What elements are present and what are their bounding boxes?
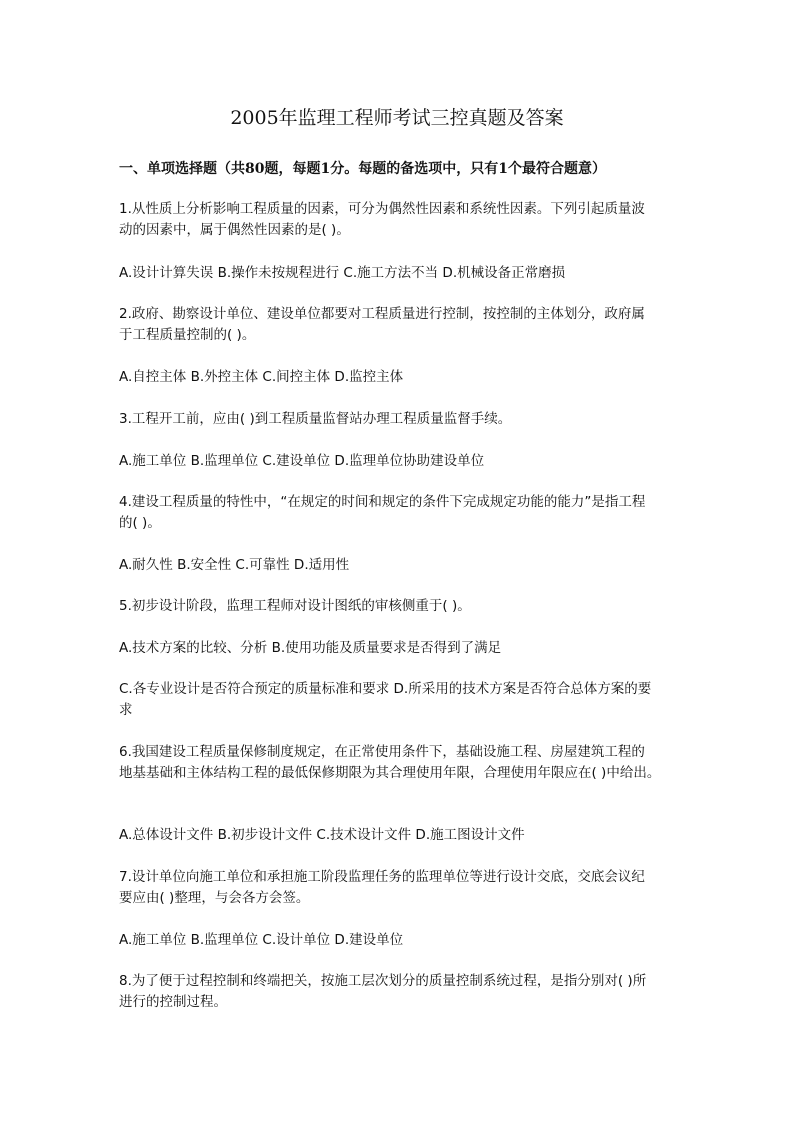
text-line: 动的因素中，属于偶然性因素的是( )。 (119, 222, 350, 238)
options-1 (119, 263, 689, 284)
options-2 (119, 367, 689, 388)
text-line: A.耐久性 B.安全性 C.可靠性 D.适用性 (119, 557, 350, 573)
text-line: C.各专业设计是否符合预定的质量标准和要求 D.所采用的技术方案是否符合总体方案的要 (119, 681, 652, 697)
text-line: 求 (119, 702, 133, 718)
text-line: 5.初步设计阶段，监理工程师对设计图纸的审核侧重于( )。 (119, 598, 471, 614)
options-3 (119, 451, 689, 472)
question-2 (119, 304, 689, 346)
question-8 (119, 971, 689, 1013)
text-line: 7.设计单位向施工单位和承担施工阶段监理任务的监理单位等进行设计交底，交底会议纪 (119, 869, 645, 885)
text-line: A.总体设计文件 B.初步设计文件 C.技术设计文件 D.施工图设计文件 (119, 827, 525, 843)
text-line: A.施工单位 B.监理单位 C.设计单位 D.建设单位 (119, 932, 404, 948)
text-line: 3.工程开工前，应由( )到工程质量监督站办理工程质量监督手续。 (119, 411, 512, 427)
question-7 (119, 867, 689, 909)
question-6 (119, 742, 689, 784)
text-line: 的( )。 (119, 515, 161, 531)
text-line: 2.政府、勘察设计单位、建设单位都要对工程质量进行控制，按控制的主体划分，政府属 (119, 306, 645, 322)
options-6 (119, 825, 689, 846)
section-heading: 一、单项选择题（共80题，每题1分。每题的备选项中，只有1个最符合题意） (119, 161, 606, 177)
text-line: 8.为了便于过程控制和终端把关，按施工层次划分的质量控制系统过程，是指分别对( )所 (119, 973, 647, 989)
options-5b (119, 679, 689, 721)
options-7 (119, 930, 689, 951)
text-line: 进行的控制过程。 (119, 994, 227, 1010)
text-line: A.技术方案的比较、分析 B.使用功能及质量要求是否得到了满足 (119, 640, 502, 656)
question-4 (119, 492, 689, 534)
options-5a (119, 638, 689, 659)
question-1 (119, 199, 689, 241)
text-line: A.设计计算失误 B.操作未按规程进行 C.施工方法不当 D.机械设备正常磨损 (119, 265, 566, 281)
text-line: A.自控主体 B.外控主体 C.间控主体 D.监控主体 (119, 369, 404, 385)
text-line: 要应由( )整理，与会各方会签。 (119, 890, 310, 906)
text-line: 1.从性质上分析影响工程质量的因素，可分为偶然性因素和系统性因素。下列引起质量波 (119, 201, 645, 217)
question-3 (119, 409, 689, 430)
text-line: 4.建设工程质量的特性中，“在规定的时间和规定的条件下完成规定功能的能力”是指工程 (119, 494, 646, 510)
text-line: 地基基础和主体结构工程的最低保修期限为其合理使用年限，合理使用年限应在( )中给出。 (119, 765, 661, 781)
document-title: 2005年监理工程师考试三控真题及答案 (230, 107, 564, 129)
text-line: 6.我国建设工程质量保修制度规定，在正常使用条件下，基础设施工程、房屋建筑工程的 (119, 744, 645, 760)
text-line: A.施工单位 B.监理单位 C.建设单位 D.监理单位协助建设单位 (119, 453, 485, 469)
options-4 (119, 555, 689, 576)
text-line: 于工程质量控制的( )。 (119, 327, 256, 343)
question-5 (119, 596, 689, 617)
